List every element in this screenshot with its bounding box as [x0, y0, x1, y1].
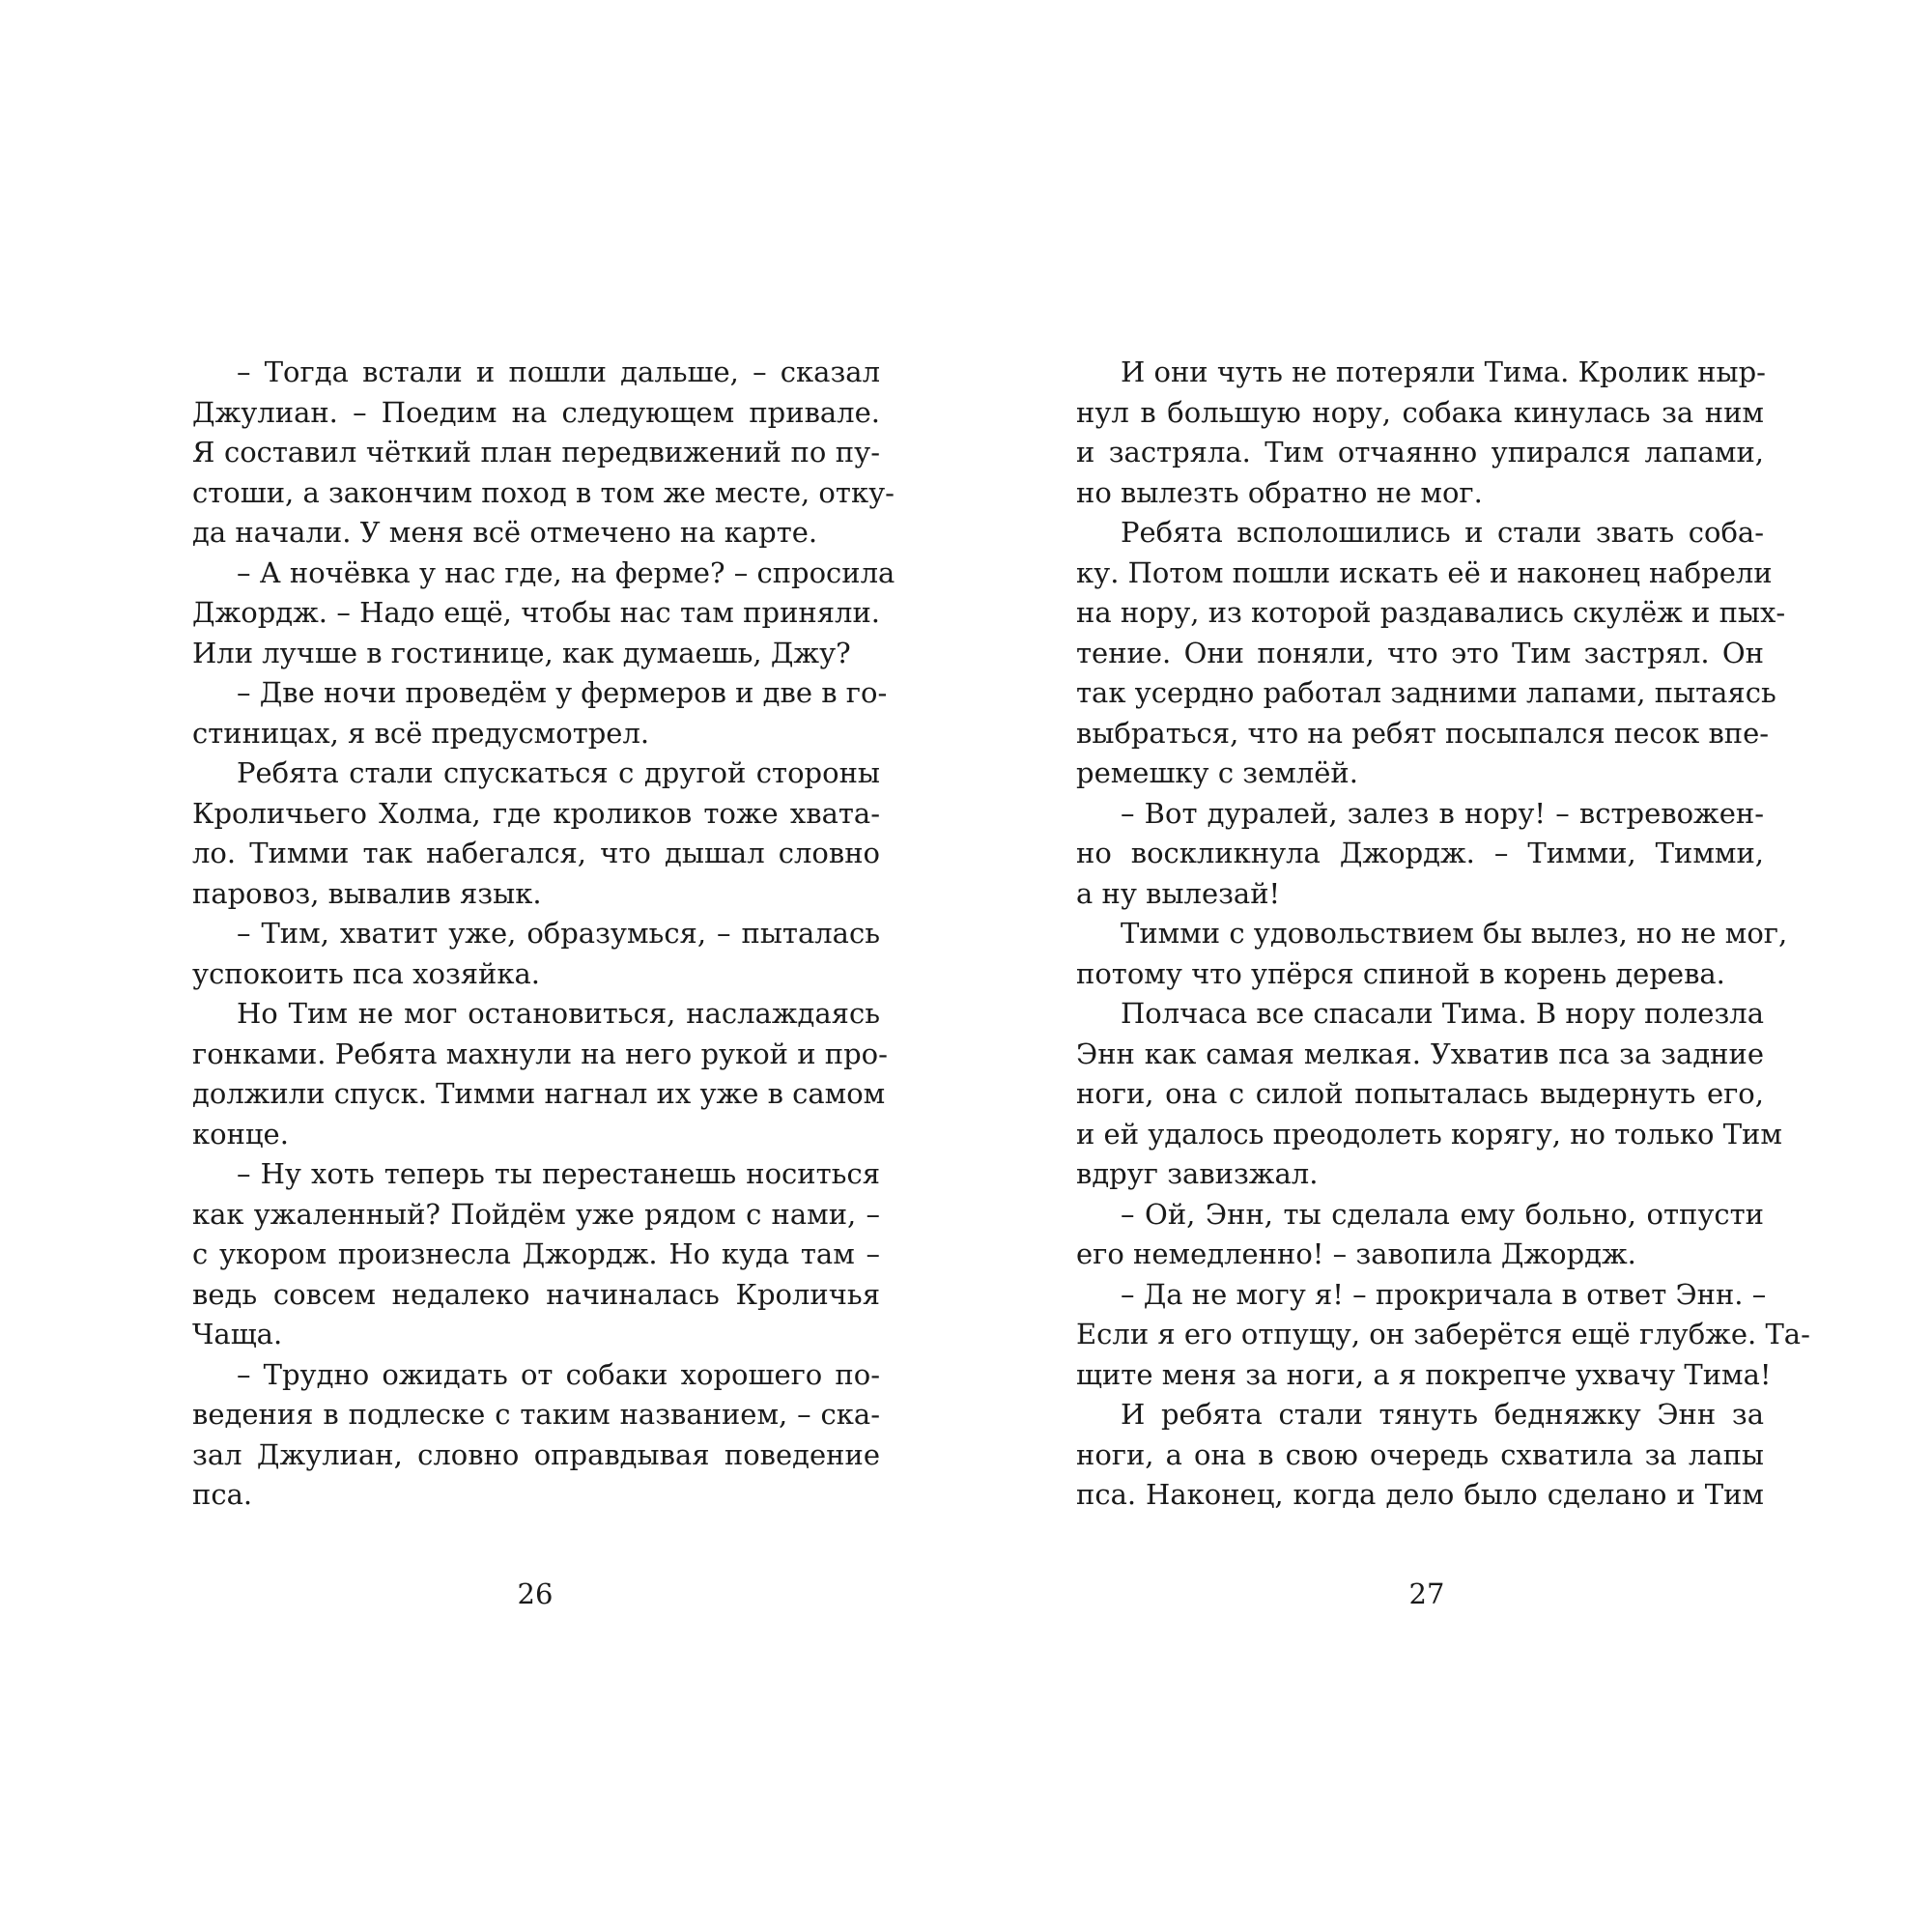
text-line: успокоить пса хозяйка. [192, 956, 541, 990]
text-line: ноги, а она в свою очередь схватила за лапы [1076, 1437, 1764, 1471]
text-line: – Трудно ожидать от собаки хорошего по- [237, 1357, 880, 1391]
text-line: стиницах, я всё предусмотрел. [192, 716, 650, 750]
text-line: Ребята стали спускаться с другой стороны [237, 756, 880, 789]
text-line: должили спуск. Тимми нагнал их уже в самом [192, 1077, 886, 1110]
text-line: ло. Тимми так набегался, что дышал словно [192, 837, 880, 869]
text-line: потому что упёрся спиной в корень дерева. [1076, 956, 1725, 990]
text-line: Полчаса все спасали Тима. В нору полезла [1121, 997, 1764, 1030]
text-line: Энн как самая мелкая. Ухватив пса за задние [1076, 1037, 1764, 1070]
text-line: И они чуть не потеряли Тима. Кролик ныр- [1121, 355, 1766, 388]
right-page-number: 27 [1408, 1577, 1445, 1610]
text-line: зал Джулиан, словно оправдывая поведение [192, 1437, 880, 1471]
text-line: – Ой, Энн, ты сделала ему больно, отпусти [1121, 1197, 1764, 1231]
text-line: его немедленно! – завопила Джордж. [1076, 1237, 1636, 1270]
text-line: пса. [192, 1478, 253, 1511]
text-line: а ну вылезай! [1076, 876, 1281, 910]
text-line: но воскликнула Джордж. – Тимми, Тимми, [1076, 837, 1764, 869]
left-page-text [192, 353, 895, 1516]
text-line: Кроличьего Холма, где кроликов тоже хвата- [192, 796, 880, 830]
text-line: паровоз, вывалив язык. [192, 876, 542, 910]
text-line: ноги, она с силой попыталась выдернуть его, [1076, 1077, 1764, 1110]
text-line: Джулиан. – Поедим на следующем привале. [192, 395, 880, 429]
text-line: Ребята всполошились и стали звать соба- [1121, 516, 1764, 549]
text-line: И ребята стали тянуть бедняжку Энн за [1121, 1398, 1764, 1431]
text-line: ведь совсем недалеко начиналась Кроличья [192, 1277, 880, 1311]
text-line: нул в большую нору, собака кинулась за ним [1076, 395, 1764, 429]
text-line: на нору, из которой раздавались скулёж и пых- [1076, 596, 1786, 629]
text-line: – Вот дуралей, залез в нору! – встревожен- [1121, 796, 1764, 830]
text-line: – А ночёвка у нас где, на ферме? – спросила [237, 555, 895, 589]
text-line: Я составил чёткий план передвижений по пу- [192, 436, 880, 469]
right-page [966, 0, 1932, 1932]
text-line: и ей удалось преодолеть корягу, но только Тим [1076, 1117, 1782, 1151]
right-page-text [1076, 353, 1810, 1516]
text-line: как ужаленный? Пойдём уже рядом с нами, – [192, 1197, 880, 1231]
text-line: – Тогда встали и пошли дальше, – сказал [237, 355, 880, 388]
text-line: вдруг завизжал. [1076, 1157, 1319, 1190]
text-line: щите меня за ноги, а я покрепче ухвачу Тима! [1076, 1357, 1772, 1391]
left-page-number: 26 [517, 1577, 554, 1610]
text-line: стоши, а закончим поход в том же месте, отку- [192, 475, 895, 509]
text-line: так усердно работал задними лапами, пытаясь [1076, 676, 1776, 709]
text-line: но вылезть обратно не мог. [1076, 475, 1483, 509]
text-line: и застряла. Тим отчаянно упирался лапами, [1076, 436, 1764, 469]
text-line: с укором произнесла Джордж. Но куда там – [192, 1237, 880, 1270]
text-line: Джордж. – Надо ещё, чтобы нас там приняли. [192, 596, 880, 629]
text-line: гонками. Ребята махнули на него рукой и про- [192, 1037, 888, 1070]
text-line: пса. Наконец, когда дело было сделано и Тим [1076, 1478, 1764, 1511]
text-line: Чаща. [192, 1318, 283, 1350]
text-line: выбраться, что на ребят посыпался песок впе- [1076, 716, 1770, 750]
text-line: Если я его отпущу, он заберётся ещё глубже. Та- [1076, 1318, 1810, 1350]
text-line: да начали. У меня всё отмечено на карте. [192, 516, 818, 549]
text-line: – Тим, хватит уже, образумься, – пыталась [237, 917, 880, 950]
text-line: конце. [192, 1117, 289, 1151]
text-line: – Ну хоть теперь ты перестанешь носиться [237, 1157, 880, 1190]
text-line: тение. Они поняли, что это Тим застрял. Он [1076, 636, 1764, 669]
text-line: – Две ночи проведём у фермеров и две в го- [237, 676, 888, 709]
text-line: Тимми с удовольствием бы вылез, но не мог, [1121, 917, 1788, 950]
text-line: ремешку с землёй. [1076, 756, 1358, 789]
text-line: ку. Потом пошли искать её и наконец набрели [1076, 555, 1773, 589]
text-line: Или лучше в гостинице, как думаешь, Джу? [192, 636, 851, 669]
text-line: ведения в подлеске с таким названием, – ска- [192, 1398, 880, 1431]
text-line: Но Тим не мог остановиться, наслаждаясь [237, 997, 880, 1030]
text-line: – Да не могу я! – прокричала в ответ Энн. – [1121, 1277, 1767, 1311]
